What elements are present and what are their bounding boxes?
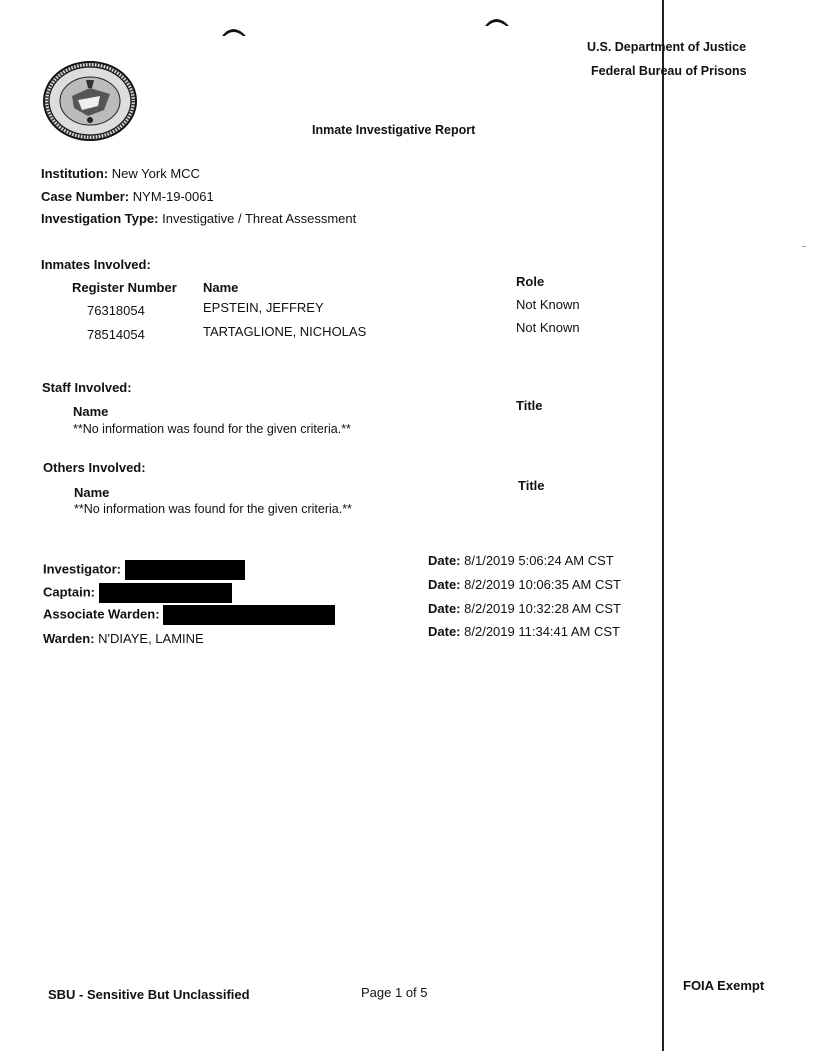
case-number-value: NYM-19-0061 — [132, 189, 214, 204]
report-title: Inmate Investigative Report — [312, 123, 476, 137]
inmates-col-register: Register Number — [72, 280, 177, 295]
investigation-type-field — [41, 211, 356, 226]
warden-field — [43, 631, 204, 646]
inmates-heading: Inmates Involved: — [41, 257, 151, 272]
associate-warden-date — [428, 601, 621, 616]
investigator-field — [43, 560, 245, 580]
redaction-block — [163, 605, 335, 625]
date-value: 8/2/2019 10:06:35 AM CST — [464, 577, 621, 592]
scan-speck — [802, 246, 806, 247]
date-value: 8/1/2019 5:06:24 AM CST — [464, 553, 614, 568]
inmates-col-name: Name — [203, 280, 239, 295]
institution-value: New York MCC — [111, 166, 200, 181]
date-value: 8/2/2019 11:34:41 AM CST — [464, 624, 621, 639]
date-label: Date: — [428, 577, 461, 592]
others-heading: Others Involved: — [43, 460, 146, 475]
associate-warden-field — [43, 605, 335, 625]
captain-date — [428, 577, 621, 592]
inmate-register-number: 76318054 — [87, 303, 145, 318]
staff-empty-message: **No information was found for the given criteria.** — [73, 422, 351, 436]
staff-col-title: Title — [516, 398, 543, 413]
warden-date — [428, 624, 620, 639]
warden-label: Warden: — [43, 631, 95, 646]
institution-field — [41, 166, 200, 181]
inmate-name: EPSTEIN, JEFFREY — [203, 300, 324, 315]
others-col-title: Title — [518, 478, 545, 493]
agency-line-2: Federal Bureau of Prisons — [591, 64, 747, 78]
institution-label: Institution: — [41, 166, 109, 181]
investigator-label: Investigator: — [43, 561, 122, 577]
agency-line-1: U.S. Department of Justice — [587, 40, 747, 54]
date-value: 8/2/2019 10:32:28 AM CST — [464, 601, 621, 616]
others-col-name: Name — [74, 485, 110, 500]
redaction-block — [125, 560, 245, 580]
associate-warden-label: Associate Warden: — [43, 606, 160, 622]
warden-value: N'DIAYE, LAMINE — [98, 631, 204, 646]
foia-exempt-label: FOIA Exempt — [683, 978, 765, 993]
staff-col-name: Name — [73, 404, 109, 419]
date-label: Date: — [428, 601, 461, 616]
investigation-type-label: Investigation Type: — [41, 211, 159, 226]
inmate-name: TARTAGLIONE, NICHOLAS — [203, 324, 367, 339]
inmates-col-role: Role — [516, 274, 545, 289]
redaction-block — [99, 583, 232, 603]
inmate-role: Not Known — [516, 320, 580, 335]
scan-vertical-line — [662, 0, 664, 1051]
staple-mark-icon — [484, 14, 510, 28]
case-number-label: Case Number: — [41, 189, 130, 204]
date-label: Date: — [428, 553, 461, 568]
classification-footer: SBU - Sensitive But Unclassified — [48, 987, 250, 1002]
captain-field — [43, 583, 232, 603]
inmate-role: Not Known — [516, 297, 580, 312]
captain-label: Captain: — [43, 584, 95, 600]
staff-heading: Staff Involved: — [42, 380, 132, 395]
page-number: Page 1 of 5 — [361, 985, 428, 1000]
date-label: Date: — [428, 624, 461, 639]
investigation-type-value: Investigative / Threat Assessment — [162, 211, 357, 226]
inmate-register-number: 78514054 — [87, 327, 145, 342]
doj-bop-seal-icon — [42, 60, 138, 142]
staple-mark-icon — [221, 24, 247, 38]
case-number-field — [41, 189, 214, 204]
investigator-date — [428, 553, 614, 568]
others-empty-message: **No information was found for the given criteria.** — [74, 502, 352, 516]
